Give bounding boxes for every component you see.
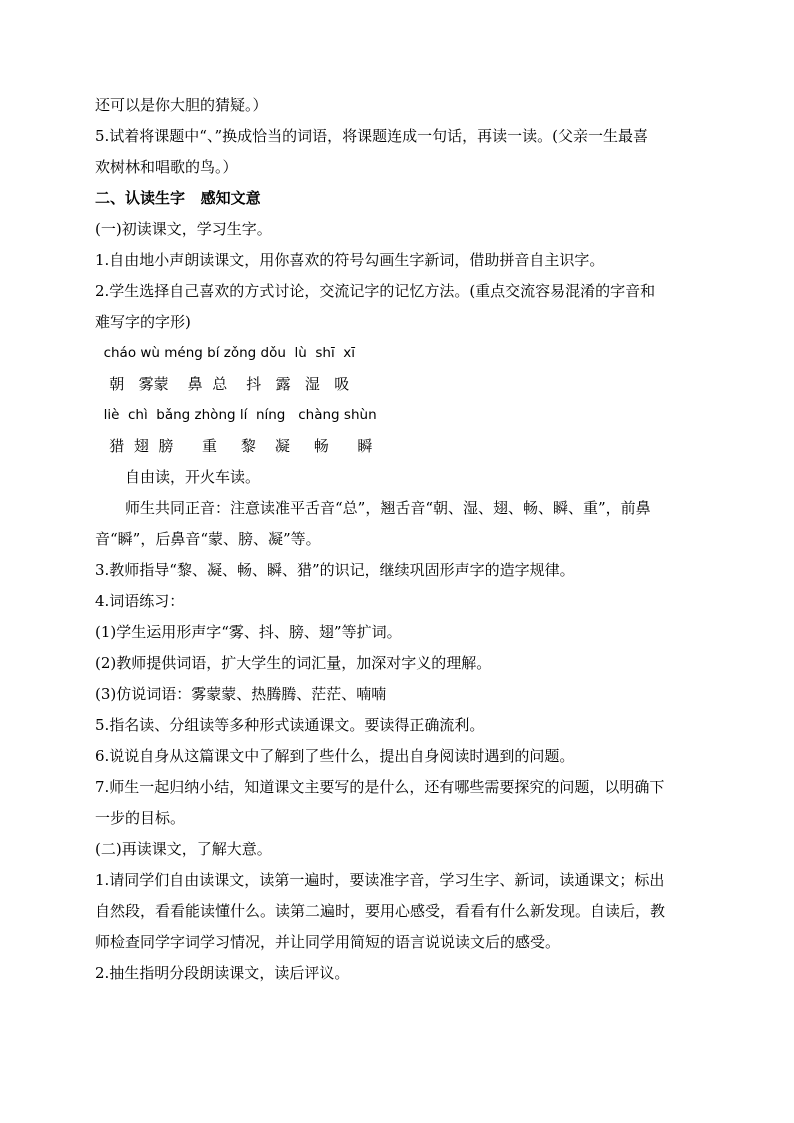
text-line: 2.学生选择自己喜欢的方式讨论，交流记字的记忆方法。(重点交流容易混淆的字音和 xyxy=(95,282,656,300)
text-line: (2)教师提供词语，扩大学生的词汇量，加深对字义的理解。 xyxy=(95,654,492,672)
text-line: (二)再读课文，了解大意。 xyxy=(95,840,272,858)
text-line: (1)学生运用形声字“雾、抖、膀、翅”等扩词。 xyxy=(95,623,402,641)
document-page xyxy=(95,90,705,989)
text-line: 2.抽生指明分段朗读课文，读后评议。 xyxy=(95,964,350,982)
text-line: 音“瞬”，后鼻音“蒙、膀、凝”等。 xyxy=(95,530,321,548)
text-line: 1.自由地小声朗读课文，用你喜欢的符号勾画生字新词，借助拼音自主识字。 xyxy=(95,251,605,269)
text-line: 师生共同正音：注意读准平舌音“总”，翘舌音“朝、湿、翅、畅、瞬、重”，前鼻 xyxy=(125,499,651,517)
text-line: 5.试着将课题中“、”换成恰当的词语，将课题连成一句话，再读一读。(父亲一生最喜 xyxy=(95,127,649,145)
pinyin-line: liè chì bǎng zhòng lí níng chàng shùn xyxy=(95,407,377,423)
text-line: 3.教师指导“黎、凝、畅、瞬、猎”的识记，继续巩固形声字的造字规律。 xyxy=(95,561,575,579)
text-line: 5.指名读、分组读等多种形式读通课文。要读得正确流利。 xyxy=(95,716,485,734)
text-line: 自由读，开火车读。 xyxy=(125,468,261,486)
pinyin-line: cháo wù méng bí zǒng dǒu lù shī xī xyxy=(95,345,356,361)
text-line: 欢树林和唱歌的鸟。） xyxy=(95,158,238,176)
text-line: 自然段，看看能读懂什么。读第二遍时，要用心感受，看看有什么新发现。自读后，教 xyxy=(95,902,666,920)
text-line: 4.词语练习： xyxy=(95,592,185,610)
section-heading: 二、认读生字 感知文意 xyxy=(95,189,261,207)
text-line: (一)初读课文，学习生字。 xyxy=(95,220,272,238)
character-line: 朝 雾蒙 鼻 总 抖 露 湿 吸 xyxy=(95,375,350,393)
text-line: 1.请同学们自由读课文，读第一遍时，要读准字音，学习生字、新词，读通课文；标出 xyxy=(95,871,665,889)
text-line: 还可以是你大胆的猜疑。） xyxy=(95,96,268,114)
text-line: 6.说说自身从这篇课文中了解到了些什么，提出自身阅读时遇到的问题。 xyxy=(95,747,575,765)
text-line: 7.师生一起归纳小结，知道课文主要写的是什么，还有哪些需要探究的问题，以明确下 xyxy=(95,778,665,796)
text-line: 一步的目标。 xyxy=(95,809,186,827)
text-line: 难写字的字形) xyxy=(95,313,191,331)
text-line: (3)仿说词语：雾蒙蒙、热腾腾、茫茫、喃喃 xyxy=(95,685,387,703)
text-line: 师检查同学字词学习情况，并让同学用简短的语言说说读文后的感受。 xyxy=(95,933,561,951)
character-line: 猎 翅 膀 重 黎 凝 畅 瞬 xyxy=(95,437,373,455)
